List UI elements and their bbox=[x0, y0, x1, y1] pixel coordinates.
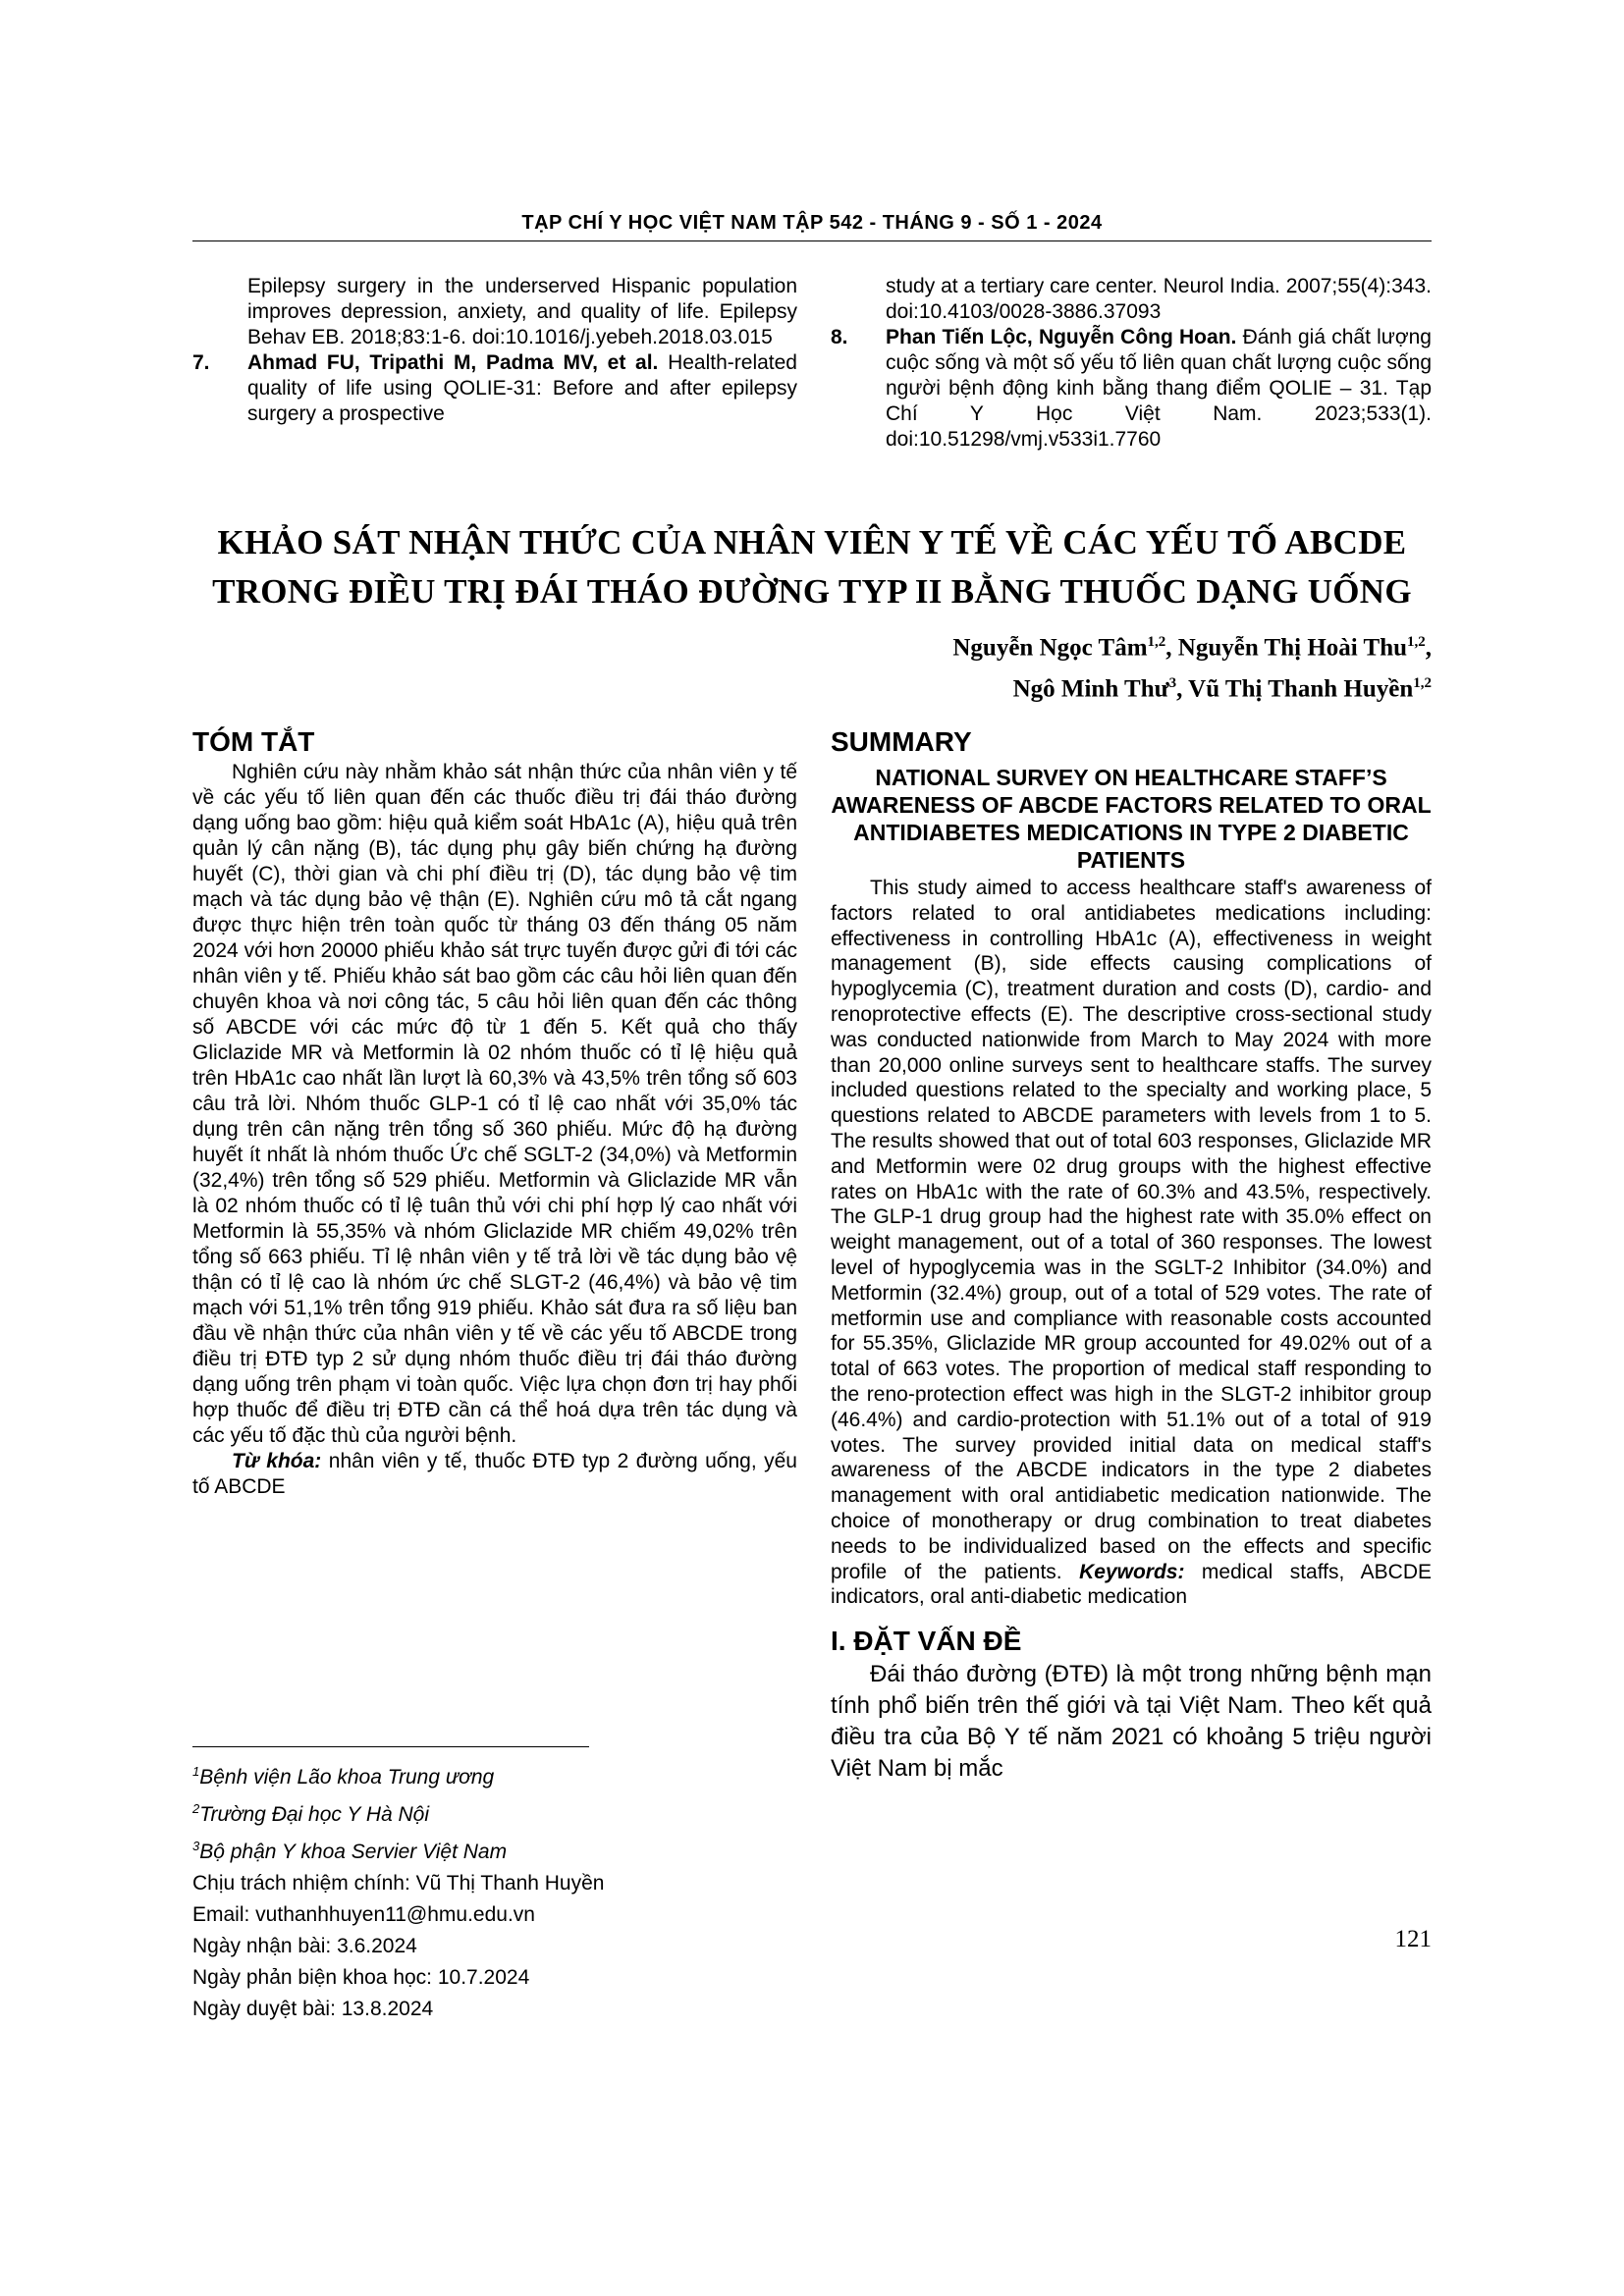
summary-heading: SUMMARY bbox=[831, 726, 972, 757]
reference-authors: Phan Tiến Lộc, Nguyễn Công Hoan. bbox=[886, 326, 1237, 348]
authors bbox=[952, 624, 1432, 708]
reference-number: 8. bbox=[831, 326, 848, 348]
footnote-rule bbox=[192, 1746, 589, 1747]
keywords-label: Keywords: bbox=[1079, 1560, 1185, 1583]
header-rule bbox=[192, 240, 1432, 241]
reference-number: 7. bbox=[192, 351, 210, 374]
title-line-1: KHẢO SÁT NHẬN THỨC CỦA NHÂN VIÊN Y TẾ VỀ CÁC YẾU TỐ ABCDE bbox=[217, 523, 1407, 561]
abstract-body: Nghiên cứu này nhằm khảo sát nhận thức của nhân viên y tế về các yếu tố liên quan đến các thuốc điều trị đái tháo đường dạng uống bao gồm: hiệu quả kiểm soát HbA1c (A), hiệu quả trên quản lý cân nặng (B), tác dụng phụ gây biến chứng hạ đường huyết (C), thời gian và chi phí điều trị (D), tác dụng bảo vệ tim mạch và tác dụng bảo vệ thận (E). Nghiên cứu mô tả cắt ngang được thực hiện trên toàn quốc từ tháng 03 đến tháng 05 năm 2024 với hơn 20000 phiếu khảo sát trực tuyến được gửi đi tới các nhân viên y tế. Phiếu khảo sát bao gồm các câu hỏi liên quan đến chuyên khoa và nơi công tác, 5 câu hỏi liên quan đến các thông số ABCDE với các mức độ từ 1 đến 5. Kết quả cho thấy Gliclazide MR và Metformin là 02 nhóm thuốc có tỉ lệ hiệu quả trên HbA1c cao nhất lần lượt là 60,3% và 43,5% trên tổng số 603 câu trả lời. Nhóm thuốc GLP-1 có tỉ lệ cao nhất với 35,0% tác dụng trên cân nặng trên tổng số 360 phiếu. Mức độ hạ đường huyết ít nhất là nhóm thuốc Ức chế SGLT-2 (34,0%) và Metformin (32,4%) trên tổng số 529 phiếu. Metformin và Gliclazide MR vẫn là 02 nhóm thuốc có tỉ lệ tuân thủ với chi phí hợp lý cao nhất với Metformin là 55,35% và nhóm Gliclazide MR chiếm 49,02% trên tổng số 663 phiếu. Tỉ lệ nhân viên y tế trả lời về tác dụng bảo vệ thận có tỉ lệ cao là nhóm ức chế SLGT-2 (46,4%) và bảo vệ tim mạch với 51,1% trên tổng 919 phiếu. Khảo sát đưa ra số liệu ban đầu về nhận thức của nhân viên y tế về các yếu tố ABCDE trong điều trị ĐTĐ typ 2 sử dụng nhóm thuốc điều trị đái tháo đường dạng uống trên phạm vi toàn quốc. Việc lựa chọn đơn trị hay phối hợp thuốc để điều trị ĐTĐ cần cá thể hoá dựa trên tác dụng và các yếu tố đặc thù của người bệnh. bbox=[192, 761, 797, 1447]
running-header: TẠP CHÍ Y HỌC VIỆT NAM TẬP 542 - THÁNG 9 - SỐ 1 - 2024 bbox=[521, 212, 1103, 234]
authors-line-1: Nguyễn Ngọc Tâm$^{1,2}$, Nguyễn Thị Hoài Thu$^{1,2}$, bbox=[952, 634, 1432, 662]
introduction-body: Đái tháo đường (ĐTĐ) là một trong những bệnh mạn tính phổ biến trên thế giới và tại Việt Nam. Theo kết quả điều tra của Bộ Y tế năm 2021 có khoảng 5 triệu người Việt Nam bị mắc bbox=[831, 1661, 1432, 1783]
affiliation-3: $^3$Bộ phận Y khoa Servier Việt Nam bbox=[192, 1839, 508, 1863]
authors-line-2: Ngô Minh Thư$^3$, Vũ Thị Thanh Huyền$^{1,2}$ bbox=[1012, 675, 1432, 703]
reference-7 bbox=[192, 350, 797, 427]
summary-english bbox=[831, 724, 1432, 1785]
reference-authors: Ahmad FU, Tripathi M, Padma MV, et al. bbox=[247, 351, 659, 374]
author-affiliation: 1,2 bbox=[1147, 634, 1166, 650]
references-right bbox=[831, 274, 1432, 453]
reference-6-continuation: Epilepsy surgery in the underserved Hispanic population improves depression, anxiety, and quality of life. Epilepsy Behav EB. 2018;83:1-6. doi:10.1016/j.yebeh.2018.03.015 bbox=[247, 275, 797, 348]
references-left bbox=[192, 274, 797, 427]
reference-text: Health-related quality of life using QOLIE-31: Before and after epilepsy surgery a prospective bbox=[247, 351, 797, 425]
abstract-heading: TÓM TẮT bbox=[192, 726, 315, 757]
email: Email: vuthanhhuyen11@hmu.edu.vn bbox=[192, 1903, 535, 1926]
author-affiliation: 1,2 bbox=[1413, 675, 1432, 692]
summary-title: NATIONAL SURVEY ON HEALTHCARE STAFF’S AWARENESS OF ABCDE FACTORS RELATED TO ORAL ANTIDIABETES MEDICATIONS IN TYPE 2 DIABETIC PATIENTS bbox=[831, 765, 1432, 873]
reviewed-date: Ngày phản biện khoa học: 10.7.2024 bbox=[192, 1966, 530, 1989]
reference-8 bbox=[831, 325, 1432, 453]
abstract-vietnamese bbox=[192, 724, 797, 1500]
author-affiliation: 1,2 bbox=[1407, 634, 1426, 650]
article-title bbox=[192, 518, 1432, 616]
corresponding-author: Chịu trách nhiệm chính: Vũ Thị Thanh Huyền bbox=[192, 1872, 605, 1895]
abstract-keywords bbox=[192, 1449, 797, 1500]
affiliation-2: $^2$Trường Đại học Y Hà Nội bbox=[192, 1801, 430, 1826]
reference-text: Đánh giá chất lượng cuộc sống và một số yếu tố liên quan chất lượng cuộc sống người bệnh động kinh bằng thang điểm QOLIE – 31. Tạp Chí Y Học Việt Nam. 2023;533(1). doi:10.51298/vmj.v533i1.7760 bbox=[886, 326, 1432, 451]
keywords-label: Từ khóa: bbox=[232, 1450, 322, 1472]
keywords-text: nhân viên y tế, thuốc ĐTĐ typ 2 đường uống, yếu tố ABCDE bbox=[192, 1450, 797, 1498]
received-date: Ngày nhận bài: 3.6.2024 bbox=[192, 1935, 417, 1957]
keywords-text: medical staffs, ABCDE indicators, oral anti-diabetic medication bbox=[831, 1560, 1432, 1609]
summary-body: This study aimed to access healthcare staff's awareness of factors related to oral antidiabetes medications including: effectiveness in controlling HbA1c (A), effectiveness in weight management (B), side effects causing complications of hypoglycemia (C), treatment duration and costs (D), cardio- and renoprotective effects (E). The descriptive cross-sectional study was conducted nationwide from March to May 2024 with more than 20,000 online surveys sent to healthcare staffs. The survey included questions related to the specialty and working place, 5 questions related to ABCDE parameters with levels from 1 to 5. The results showed that out of total 603 responses, Gliclazide MR and Metformin were 02 drug groups with the highest effective rates on HbA1c with the rate of 60.3% and 43.5%, respectively. The GLP-1 drug group had the highest rate with 35.0% effect on weight management, out of a total of 360 responses. The lowest level of hypoglycemia was in the SGLT-2 Inhibitor (34.0%) and Metformin (32.4%) group, out of a total of 529 votes. The rate of metformin use and compliance with reasonable costs accounted for 55.35%, Gliclazide MR group accounted for 49.02% out of a total of 663 votes. The proportion of medical staff responding to the reno-protection effect was high in the SLGT-2 inhibitor group (46.4%) and cardio-protection with 51.1% out of a total of 919 votes. The survey provided initial data on medical staff's awareness of the ABCDE indicators in the type 2 diabetes management with oral antidiabetic medication nationwide. The choice of monotherapy or drug combination to treat diabetes needs to be individualized based on the effects and specific profile of the patients. Keywords: medical staffs, ABCDE indicators, oral anti-diabetic medication bbox=[831, 877, 1432, 1609]
introduction-heading: I. ĐẶT VẤN ĐỀ bbox=[831, 1626, 1022, 1657]
author-name: Nguyễn Ngọc Tâm bbox=[952, 634, 1148, 662]
page-number: 121 bbox=[1394, 1926, 1432, 1952]
author-affiliation: 3 bbox=[1168, 675, 1177, 692]
accepted-date: Ngày duyệt bài: 13.8.2024 bbox=[192, 1998, 434, 2020]
reference-7-continuation: study at a tertiary care center. Neurol India. 2007;55(4):343. doi:10.4103/0028-3886.37093 bbox=[886, 275, 1432, 323]
author-name: Vũ Thị Thanh Huyền bbox=[1188, 675, 1414, 703]
affiliation-1: $^1$Bệnh viện Lão khoa Trung ương bbox=[192, 1764, 495, 1789]
author-name: Ngô Minh Thư bbox=[1012, 675, 1169, 703]
title-line-2: TRONG ĐIỀU TRỊ ĐÁI THÁO ĐƯỜNG TYP II BẰNG THUỐC DẠNG UỐNG bbox=[212, 572, 1412, 611]
footnotes bbox=[192, 1756, 797, 2025]
author-name: Nguyễn Thị Hoài Thu bbox=[1177, 634, 1407, 662]
